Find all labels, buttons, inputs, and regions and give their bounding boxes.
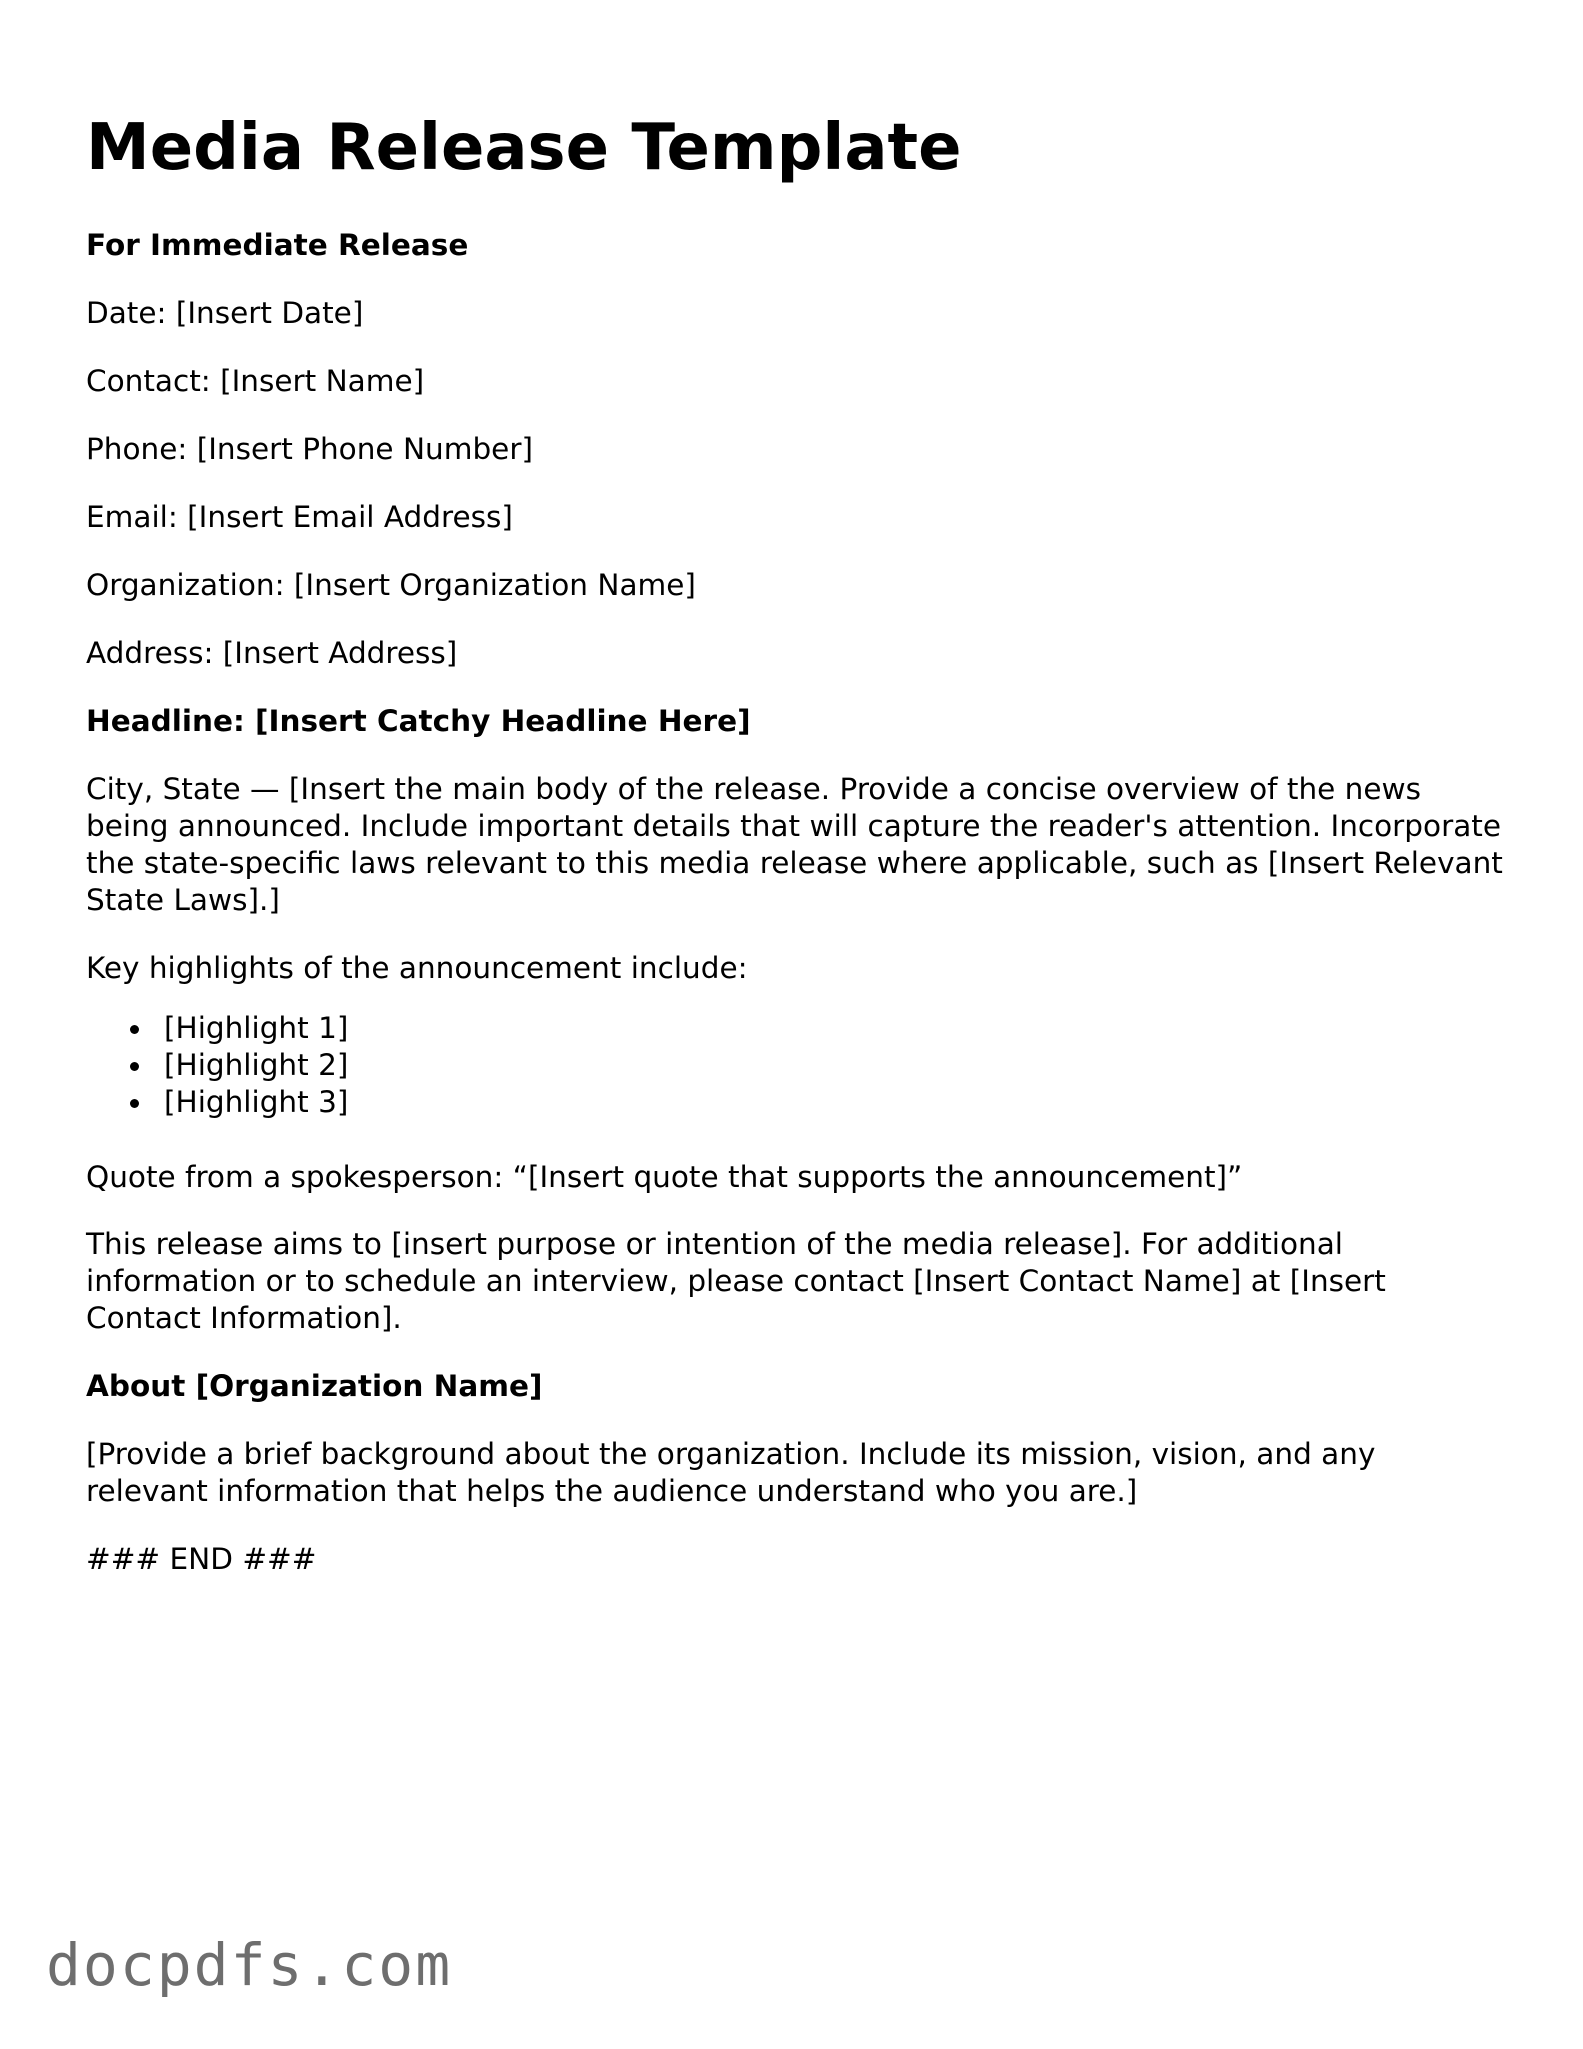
highlight-text: [Highlight 3]: [164, 1085, 349, 1119]
address-field: Address: [Insert Address]: [86, 636, 458, 670]
organization-field: Organization: [Insert Organization Name]: [86, 568, 696, 602]
highlight-text: [Highlight 2]: [164, 1048, 349, 1082]
about-text: [Provide a brief background about the organization. Include its mission, vision, and any relevant information that helps the audience understand who you are.]: [86, 1437, 1376, 1508]
bullet-icon: [130, 1025, 139, 1034]
about-heading: About [Organization Name]: [86, 1369, 543, 1403]
watermark: docpdfs.com: [46, 1931, 453, 1999]
bullet-icon: [130, 1062, 139, 1071]
email-field: Email: [Insert Email Address]: [86, 500, 513, 534]
body-paragraph: City, State — [Insert the main body of the release. Provide a concise overview of the news being announced. Include important details that will capture the reader's attention. Incorporate the state-specific laws relevant to this media release where applicable, such as [Insert Relevant State Laws].]: [86, 772, 1503, 917]
list-item: [164, 1084, 348, 1121]
list-item: [164, 1010, 348, 1047]
highlights-intro: Key highlights of the announcement include:: [86, 951, 748, 985]
closing-paragraph: This release aims to [insert purpose or intention of the media release]. For additional information or to schedule an interview, please contact [Insert Contact Name] at [Insert Contact Information].: [86, 1227, 1386, 1335]
bullet-icon: [130, 1099, 139, 1108]
date-field: Date: [Insert Date]: [86, 296, 364, 330]
headline: Headline: [Insert Catchy Headline Here]: [86, 704, 751, 738]
page-title: Media Release Template: [86, 111, 962, 185]
spokesperson-quote: Quote from a spokesperson: “[Insert quote that supports the announcement]”: [86, 1160, 1243, 1194]
highlight-text: [Highlight 1]: [164, 1011, 349, 1045]
release-label: For Immediate Release: [86, 228, 469, 262]
end-marker: ### END ###: [86, 1542, 317, 1576]
phone-field: Phone: [Insert Phone Number]: [86, 432, 533, 466]
contact-field: Contact: [Insert Name]: [86, 364, 425, 398]
list-item: [164, 1047, 348, 1084]
highlights-list: [86, 1010, 348, 1121]
